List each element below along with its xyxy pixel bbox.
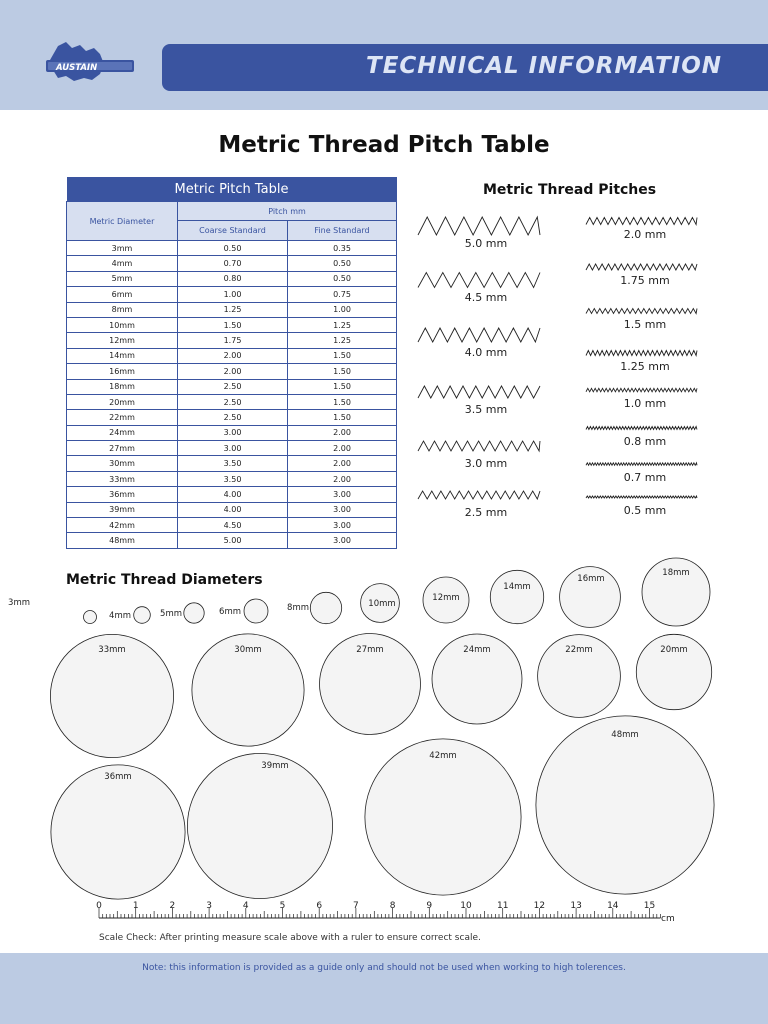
cell-diameter: 30mm [67, 456, 178, 471]
cell-fine: 0.75 [288, 287, 397, 302]
banner-text: TECHNICAL INFORMATION [366, 53, 722, 79]
diameter-label: 42mm [429, 751, 457, 761]
pitch-label: 1.25 mm [620, 360, 670, 373]
pitch-label: 0.7 mm [623, 471, 667, 484]
header-pitch: Pitch mm [178, 202, 397, 221]
cell-fine: 2.00 [288, 425, 397, 440]
cell-coarse: 1.75 [178, 333, 288, 348]
diameter-label: 20mm [660, 645, 688, 655]
cell-coarse: 0.50 [178, 241, 288, 256]
cell-coarse: 2.00 [178, 364, 288, 379]
cell-fine: 0.50 [288, 271, 397, 286]
ruler-number: 5 [279, 901, 286, 911]
diameter-circle-14mm [490, 570, 543, 623]
header-fine: Fine Standard [288, 221, 397, 241]
cell-coarse: 3.50 [178, 471, 288, 486]
diameter-label: 48mm [611, 730, 639, 740]
cell-fine: 1.50 [288, 410, 397, 425]
pitch-label: 0.8 mm [623, 435, 667, 448]
cell-diameter: 22mm [67, 410, 178, 425]
cell-fine: 3.00 [288, 502, 397, 517]
cell-diameter: 39mm [67, 502, 178, 517]
cell-diameter: 8mm [67, 302, 178, 317]
cell-coarse: 0.70 [178, 256, 288, 271]
cell-diameter: 14mm [67, 348, 178, 363]
diameter-label: 22mm [565, 645, 593, 655]
thread-pitch-fine-2 [586, 309, 697, 314]
ruler-number: 11 [496, 901, 509, 911]
thread-pitch-0 [418, 217, 540, 235]
cell-fine: 1.25 [288, 317, 397, 332]
cell-coarse: 2.50 [178, 394, 288, 409]
cell-diameter: 24mm [67, 425, 178, 440]
cell-coarse: 1.00 [178, 287, 288, 302]
pitches-title: Metric Thread Pitches [483, 182, 657, 198]
ruler-number: 1 [132, 901, 139, 911]
cell-coarse: 2.50 [178, 410, 288, 425]
table-title: Metric Pitch Table [67, 177, 397, 202]
ruler-number: 7 [353, 901, 359, 911]
pitch-label: 1.0 mm [623, 397, 667, 410]
scale-check-note: Scale Check: After printing measure scale above with a ruler to ensure correct scale. [99, 933, 481, 943]
cell-fine: 3.00 [288, 487, 397, 502]
cell-coarse: 5.00 [178, 533, 288, 548]
cell-coarse: 4.00 [178, 502, 288, 517]
cell-diameter: 4mm [67, 256, 178, 271]
cell-diameter: 5mm [67, 271, 178, 286]
ruler-number: 8 [389, 901, 396, 911]
thread-pitch-fine-6 [586, 463, 697, 466]
diameter-circle-6mm [244, 599, 268, 623]
cell-diameter: 3mm [67, 241, 178, 256]
cell-fine: 1.25 [288, 333, 397, 348]
cell-diameter: 36mm [67, 487, 178, 502]
header-metric-diameter: Metric Diameter [67, 202, 178, 241]
thread-pitch-3 [418, 386, 540, 398]
pitch-label: 0.5 mm [623, 504, 667, 517]
diameters-title: Metric Thread Diameters [66, 572, 263, 588]
ruler-number: 9 [426, 901, 433, 911]
cell-diameter: 33mm [67, 471, 178, 486]
cell-coarse: 4.00 [178, 487, 288, 502]
diameter-label: 16mm [577, 574, 605, 584]
cell-fine: 0.50 [288, 256, 397, 271]
footer-band [0, 953, 768, 1024]
cell-fine: 1.50 [288, 394, 397, 409]
footer-note: Note: this information is provided as a guide only and should not be used when working to high tolerences. [142, 963, 626, 973]
cell-coarse: 3.00 [178, 425, 288, 440]
header-coarse: Coarse Standard [178, 221, 288, 241]
diameter-label: 30mm [234, 645, 262, 655]
cell-diameter: 27mm [67, 441, 178, 456]
thread-pitch-fine-3 [586, 351, 697, 356]
pitch-label: 5.0 mm [464, 237, 508, 250]
diameter-label: 6mm [219, 607, 241, 617]
cell-fine: 0.35 [288, 241, 397, 256]
cell-coarse: 3.00 [178, 441, 288, 456]
diameter-label: 36mm [104, 772, 132, 782]
cell-diameter: 18mm [67, 379, 178, 394]
cell-fine: 2.00 [288, 471, 397, 486]
cell-fine: 1.50 [288, 348, 397, 363]
diameter-circle-36mm [51, 765, 185, 899]
cell-fine: 3.00 [288, 518, 397, 533]
cell-coarse: 2.50 [178, 379, 288, 394]
ruler-unit: cm [661, 914, 675, 924]
diameter-circle-3mm [84, 611, 97, 624]
diameter-label: 39mm [261, 761, 289, 771]
thread-pitch-1 [418, 273, 540, 288]
pitch-label: 1.75 mm [620, 274, 670, 287]
cell-diameter: 6mm [67, 287, 178, 302]
diameter-circle-48mm [536, 716, 714, 894]
diameter-label: 4mm [109, 611, 131, 621]
pitch-label: 1.5 mm [623, 318, 667, 331]
pitch-label: 3.5 mm [464, 403, 508, 416]
ruler-number: 6 [316, 901, 323, 911]
diameter-label: 14mm [503, 582, 531, 592]
pitch-label: 3.0 mm [464, 457, 508, 470]
cell-fine: 1.50 [288, 379, 397, 394]
pitch-label: 4.5 mm [464, 291, 508, 304]
thread-pitch-4 [418, 441, 540, 451]
diameter-circle-42mm [365, 739, 521, 895]
ruler-number: 3 [206, 901, 212, 911]
cell-diameter: 42mm [67, 518, 178, 533]
diameter-circle-39mm [187, 753, 332, 898]
thread-pitch-2 [418, 328, 540, 342]
thread-pitch-5 [418, 491, 540, 499]
diameter-label: 24mm [463, 645, 491, 655]
pitch-label: 2.0 mm [623, 228, 667, 241]
ruler-number: 13 [570, 901, 582, 911]
cell-diameter: 16mm [67, 364, 178, 379]
cell-coarse: 3.50 [178, 456, 288, 471]
diameter-label: 3mm [8, 598, 30, 608]
ruler-number: 2 [169, 901, 176, 911]
cell-diameter: 48mm [67, 533, 178, 548]
ruler-number: 4 [242, 901, 249, 911]
pitch-label: 4.0 mm [464, 346, 508, 359]
diameter-label: 5mm [160, 609, 182, 619]
pitch-label: 2.5 mm [464, 506, 508, 519]
thread-pitch-fine-5 [586, 427, 697, 430]
diameter-label: 8mm [287, 603, 309, 613]
cell-coarse: 4.50 [178, 518, 288, 533]
cell-coarse: 2.00 [178, 348, 288, 363]
cell-diameter: 12mm [67, 333, 178, 348]
diameter-label: 12mm [432, 593, 460, 603]
diameter-label: 27mm [356, 645, 384, 655]
cell-diameter: 20mm [67, 394, 178, 409]
thread-pitch-fine-7 [586, 496, 697, 498]
diameter-label: 33mm [98, 645, 126, 655]
ruler-number: 12 [533, 901, 546, 911]
ruler-number: 15 [643, 901, 656, 911]
page-title: Metric Thread Pitch Table [218, 132, 550, 158]
thread-pitch-fine-1 [586, 264, 697, 270]
ruler-number: 14 [607, 901, 619, 911]
logo-text: AUSTAIN [56, 63, 98, 73]
cell-coarse: 0.80 [178, 271, 288, 286]
ruler-number: 10 [460, 901, 472, 911]
cell-coarse: 1.50 [178, 317, 288, 332]
cell-coarse: 1.25 [178, 302, 288, 317]
cell-fine: 1.50 [288, 364, 397, 379]
cell-fine: 2.00 [288, 441, 397, 456]
diameter-circle-4mm [134, 607, 151, 624]
cell-fine: 2.00 [288, 456, 397, 471]
diameter-circle-5mm [184, 603, 204, 623]
cell-fine: 3.00 [288, 533, 397, 548]
cell-fine: 1.00 [288, 302, 397, 317]
diameter-label: 10mm [368, 599, 396, 609]
ruler-number: 0 [96, 901, 102, 911]
thread-pitch-fine-4 [586, 388, 697, 392]
diameter-label: 18mm [662, 568, 690, 578]
cell-diameter: 10mm [67, 317, 178, 332]
diameter-circle-8mm [310, 592, 341, 623]
thread-pitch-fine-0 [586, 218, 697, 225]
